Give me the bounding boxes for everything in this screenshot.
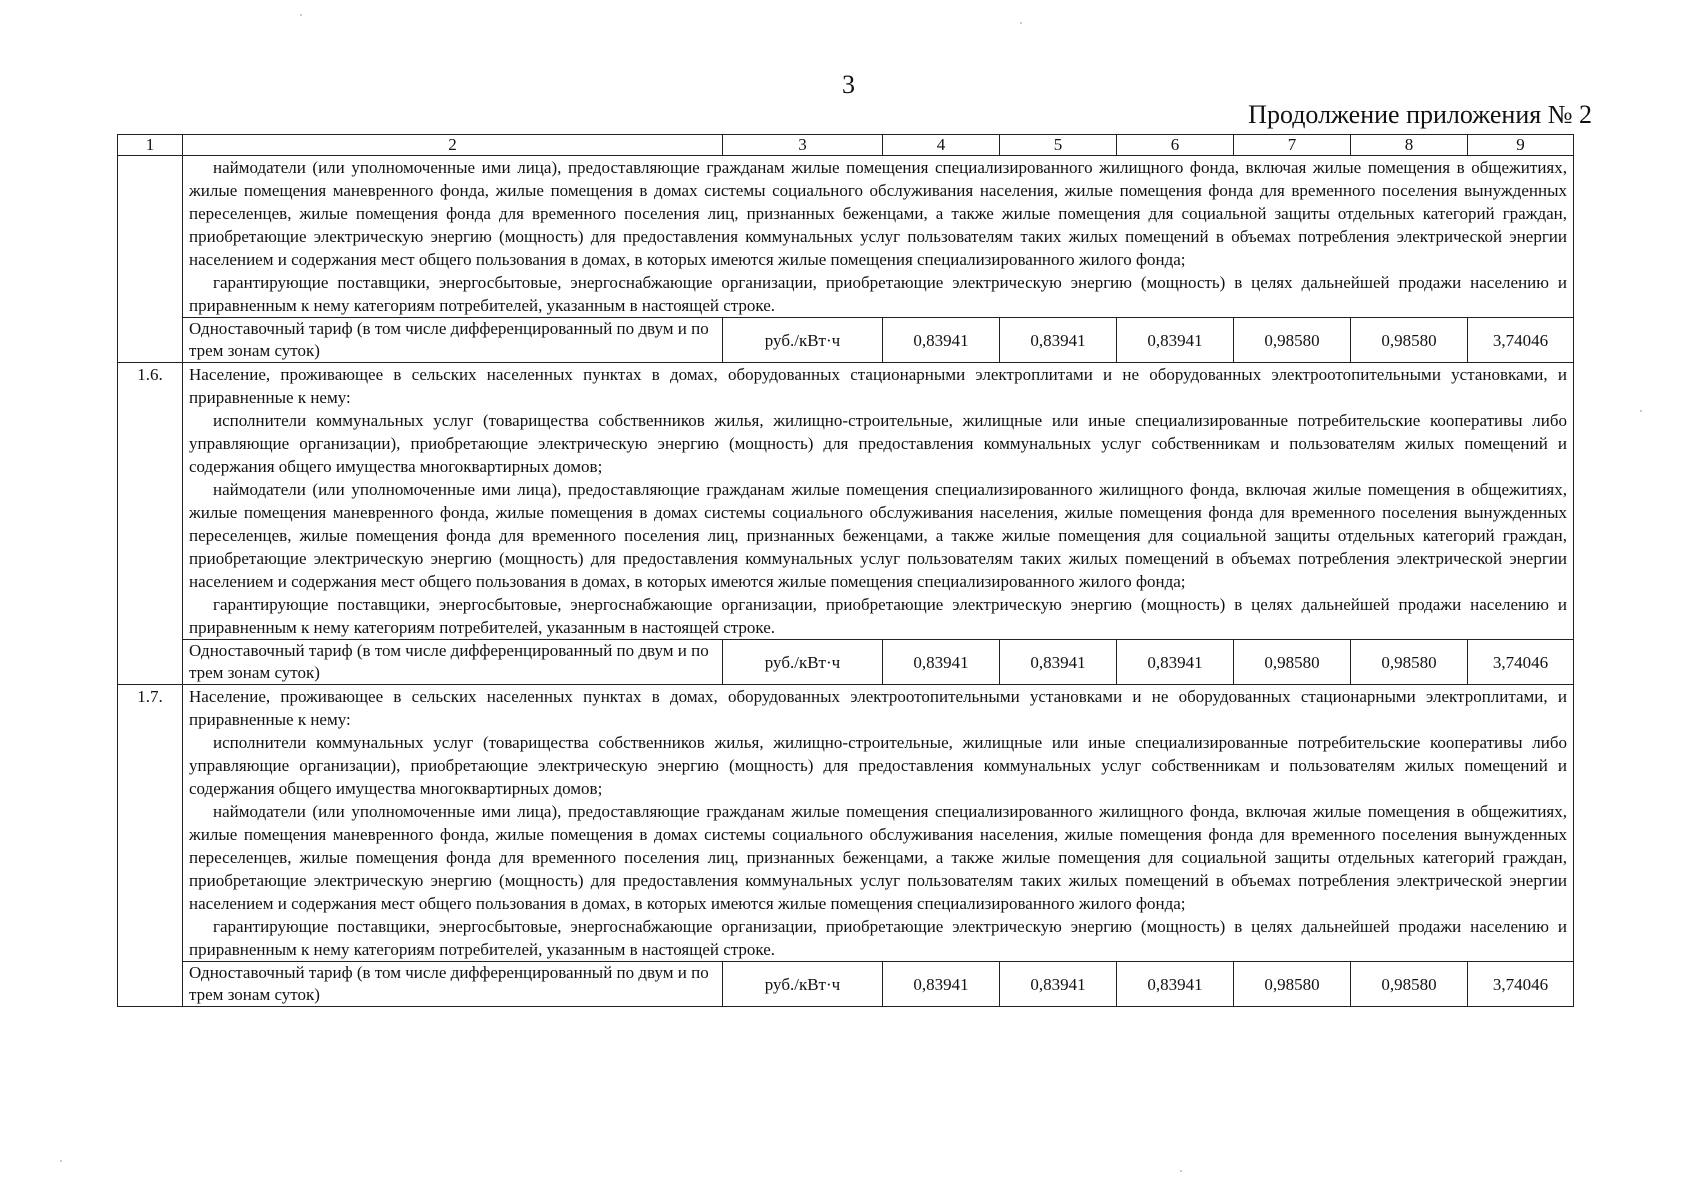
header-cell: 5 — [1000, 135, 1117, 156]
header-cell: 3 — [723, 135, 883, 156]
header-cell: 6 — [1117, 135, 1234, 156]
section-16-number: 1.6. — [118, 363, 183, 685]
rate-row — [118, 640, 1574, 685]
scan-speck — [300, 14, 302, 16]
rate-label: Одноставочный тариф (в том числе дифференцированный по двум и по трем зонам суток) — [183, 318, 723, 363]
rate-value: 0,83941 — [883, 318, 1000, 363]
rate-value: 0,83941 — [1000, 640, 1117, 685]
paragraph: Население, проживающее в сельских населенных пунктах в домах, оборудованных электроотопительными установками и не оборудованных стационарными электроплитами, и приравненные к нему: — [189, 687, 1567, 729]
rate-value: 0,83941 — [1117, 640, 1234, 685]
rate-value: 0,83941 — [1000, 962, 1117, 1007]
paragraph: исполнители коммунальных услуг (товарищества собственников жилья, жилищно-строительные, жилищные или иные специализированные потребительские кооперативы либо управляющие организации), приобретающие электрическую энергию (мощность) для предоставления коммунальных услуг собственникам и пользователям жилых помещений и содержания общего имущества многоквартирных домов; — [189, 733, 1567, 798]
header-cell: 9 — [1468, 135, 1574, 156]
scan-speck — [1020, 22, 1022, 24]
paragraph: гарантирующие поставщики, энергосбытовые, энергоснабжающие организации, приобретающие электрическую энергию (мощность) в целях дальнейшей продажи населению и приравненным к нему категориям потребителей, указанным в настоящей строке. — [189, 595, 1567, 637]
rate-value: 0,98580 — [1234, 962, 1351, 1007]
rate-row — [118, 962, 1574, 1007]
rate-row — [118, 318, 1574, 363]
rate-value: 3,74046 — [1468, 962, 1574, 1007]
scan-speck — [1180, 1170, 1182, 1172]
section-prev-desc-row — [118, 156, 1574, 318]
tariff-table — [117, 134, 1574, 1007]
rate-value: 3,74046 — [1468, 318, 1574, 363]
rate-value: 0,83941 — [883, 962, 1000, 1007]
rate-value: 0,98580 — [1234, 640, 1351, 685]
section-prev-number — [118, 156, 183, 363]
section-17-description — [183, 685, 1574, 962]
section-prev-description — [183, 156, 1574, 318]
rate-label: Одноставочный тариф (в том числе дифференцированный по двум и по трем зонам суток) — [183, 640, 723, 685]
header-cell: 4 — [883, 135, 1000, 156]
paragraph: наймодатели (или уполномоченные ими лица), предоставляющие гражданам жилые помещения специализированного жилищного фонда, включая жилые помещения в общежитиях, жилые помещения маневренного фонда, жилые помещения в домах системы социального обслуживания населения, жилые помещения фонда для временного поселения вынужденных переселенцев, жилые помещения фонда для временного поселения лиц, признанных беженцами, а также жилые помещения для социальной защиты отдельных категорий граждан, приобретающие электрическую энергию (мощность) для предоставления коммунальных услуг пользователям таких жилых помещений в объемах потребления электрической энергии населением и содержания мест общего пользования в домах, в которых имеются жилые помещения специализированного жилого фонда; — [189, 480, 1567, 591]
rate-unit: руб./кВт·ч — [723, 640, 883, 685]
paragraph: гарантирующие поставщики, энергосбытовые, энергоснабжающие организации, приобретающие электрическую энергию (мощность) в целях дальнейшей продажи населению и приравненным к нему категориям потребителей, указанным в настоящей строке. — [189, 273, 1567, 315]
paragraph: гарантирующие поставщики, энергосбытовые, энергоснабжающие организации, приобретающие электрическую энергию (мощность) в целях дальнейшей продажи населению и приравненным к нему категориям потребителей, указанным в настоящей строке. — [189, 917, 1567, 959]
scan-speck — [60, 1160, 62, 1162]
rate-value: 0,98580 — [1234, 318, 1351, 363]
paragraph: наймодатели (или уполномоченные ими лица), предоставляющие гражданам жилые помещения специализированного жилищного фонда, включая жилые помещения в общежитиях, жилые помещения маневренного фонда, жилые помещения в домах системы социального обслуживания населения, жилые помещения фонда для временного поселения вынужденных переселенцев, жилые помещения фонда для временного поселения лиц, признанных беженцами, а также жилые помещения для социальной защиты отдельных категорий граждан, приобретающие электрическую энергию (мощность) для предоставления коммунальных услуг пользователям таких жилых помещений в объемах потребления электрической энергии населением и содержания мест общего пользования в домах, в которых имеются жилые помещения специализированного жилого фонда; — [189, 158, 1567, 269]
paragraph: наймодатели (или уполномоченные ими лица), предоставляющие гражданам жилые помещения специализированного жилищного фонда, включая жилые помещения в общежитиях, жилые помещения маневренного фонда, жилые помещения в домах системы социального обслуживания населения, жилые помещения фонда для временного поселения вынужденных переселенцев, жилые помещения фонда для временного поселения лиц, признанных беженцами, а также жилые помещения для социальной защиты отдельных категорий граждан, приобретающие электрическую энергию (мощность) для предоставления коммунальных услуг пользователям таких жилых помещений в объемах потребления электрической энергии населением и содержания мест общего пользования в домах, в которых имеются жилые помещения специализированного жилого фонда; — [189, 802, 1567, 913]
rate-value: 0,98580 — [1351, 318, 1468, 363]
header-cell: 8 — [1351, 135, 1468, 156]
rate-value: 0,83941 — [883, 640, 1000, 685]
rate-value: 3,74046 — [1468, 640, 1574, 685]
header-cell: 7 — [1234, 135, 1351, 156]
scan-speck — [1640, 410, 1642, 412]
section-16-desc-row — [118, 363, 1574, 640]
paragraph: исполнители коммунальных услуг (товарищества собственников жилья, жилищно-строительные, жилищные или иные специализированные потребительские кооперативы либо управляющие организации), приобретающие электрическую энергию (мощность) для предоставления коммунальных услуг собственникам и пользователям жилых помещений и содержания общего имущества многоквартирных домов; — [189, 411, 1567, 476]
header-row — [118, 135, 1574, 156]
header-cell: 1 — [118, 135, 183, 156]
page-number: 3 — [842, 70, 855, 99]
rate-value: 0,83941 — [1117, 318, 1234, 363]
section-17-number: 1.7. — [118, 685, 183, 1007]
section-16-description — [183, 363, 1574, 640]
continuation-title: Продолжение приложения № 2 — [1248, 100, 1592, 129]
header-cell: 2 — [183, 135, 723, 156]
rate-label: Одноставочный тариф (в том числе дифференцированный по двум и по трем зонам суток) — [183, 962, 723, 1007]
paragraph: Население, проживающее в сельских населенных пунктах в домах, оборудованных стационарными электроплитами и не оборудованных электроотопительными установками, и приравненные к нему: — [189, 365, 1567, 407]
rate-value: 0,98580 — [1351, 962, 1468, 1007]
rate-unit: руб./кВт·ч — [723, 318, 883, 363]
rate-unit: руб./кВт·ч — [723, 962, 883, 1007]
rate-value: 0,83941 — [1117, 962, 1234, 1007]
rate-value: 0,98580 — [1351, 640, 1468, 685]
rate-value: 0,83941 — [1000, 318, 1117, 363]
section-17-desc-row — [118, 685, 1574, 962]
